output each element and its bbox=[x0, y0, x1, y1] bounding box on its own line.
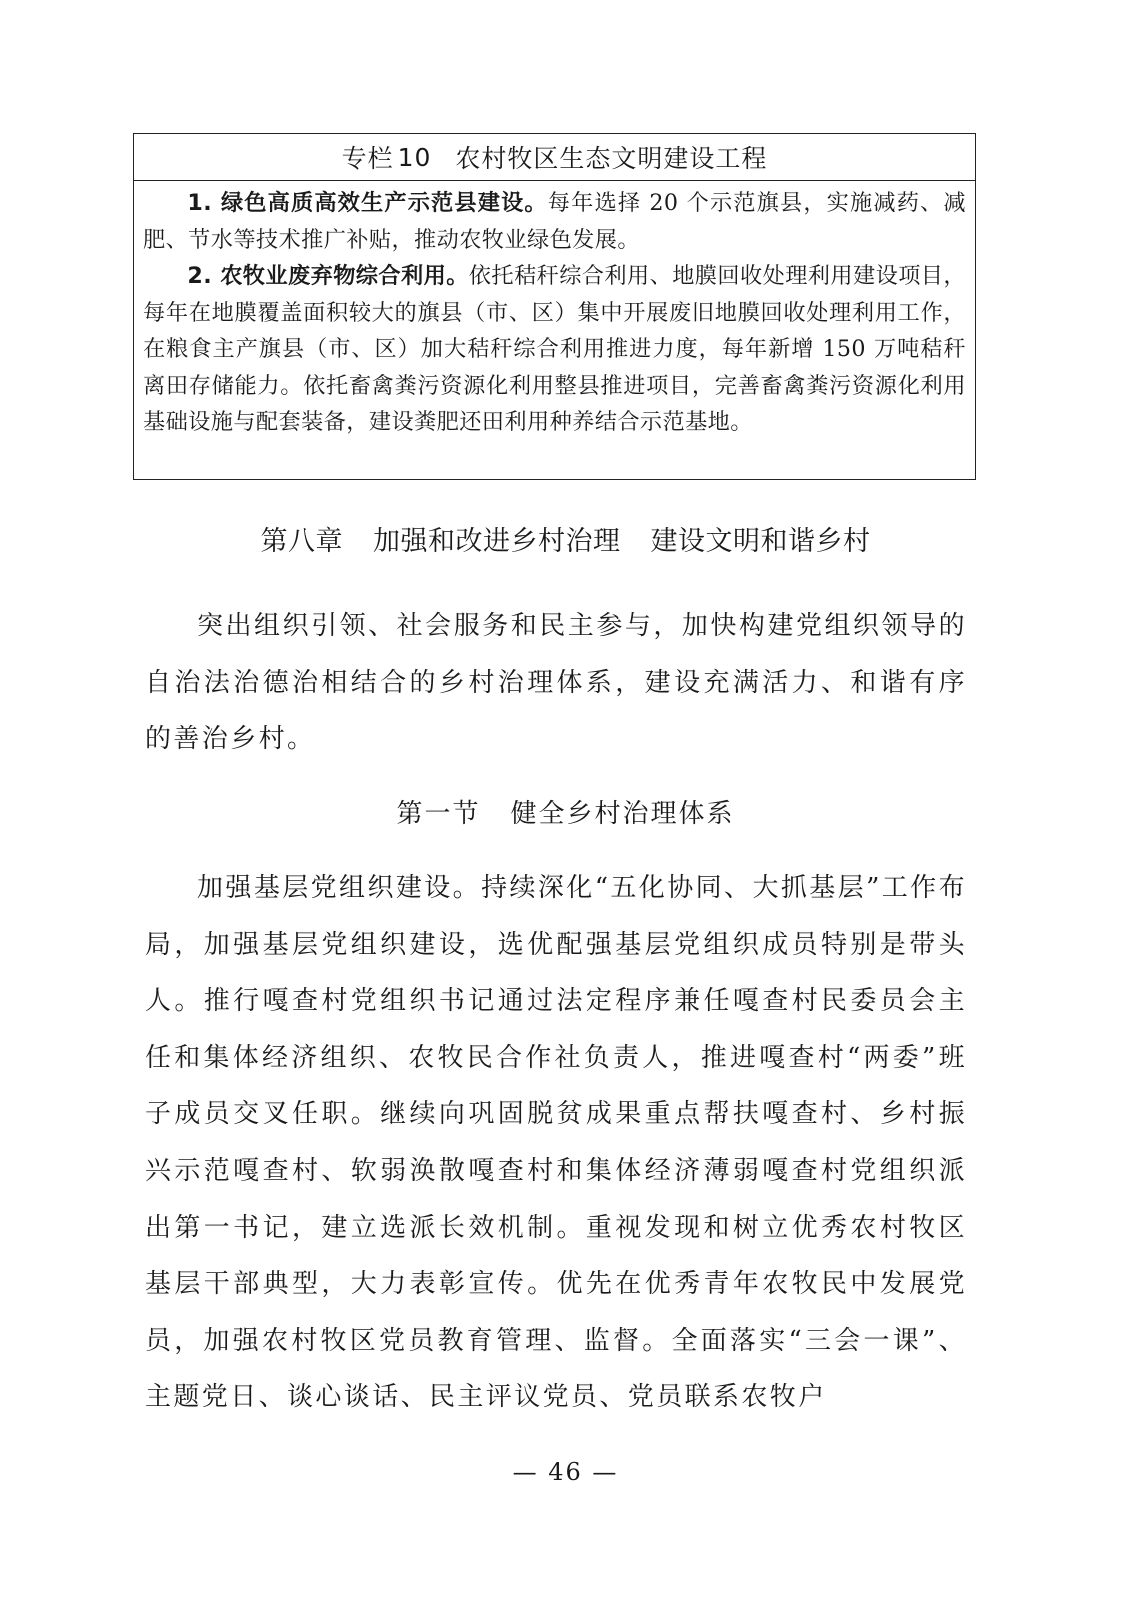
column-item-1 bbox=[143, 185, 966, 258]
section-title: 健全乡村治理体系 bbox=[510, 799, 735, 829]
column-title bbox=[134, 134, 975, 181]
column-heading: 农村牧区生态文明建设工程 bbox=[455, 144, 768, 173]
column-number: 10 bbox=[397, 142, 432, 172]
column-label: 专栏 bbox=[341, 144, 394, 173]
section-body-lead: 加强基层党组织建设。 bbox=[197, 873, 482, 903]
column-item-1-text: 每年选择 20 个示范旗县，实施减药、减肥、节水等技术推广补贴，推动农牧业绿色发展。 bbox=[143, 190, 966, 253]
chapter-intro-paragraph: 突出组织引领、社会服务和民主参与，加快构建党组织领导的自治法治德治相结合的乡村治理体系，建设充满活力、和谐有序的善治乡村。 bbox=[145, 611, 967, 755]
chapter-number: 第八章 bbox=[260, 526, 343, 557]
column-item-2 bbox=[143, 258, 966, 441]
column-item-2-text: 依托秸秆综合利用、地膜回收处理利用建设项目，每年在地膜覆盖面积较大的旗县（市、区）集中开展废旧地膜回收处理利用工作，在粮食主产旗县（市、区）加大秸秆综合利用推进力度，每年新增 150 万吨秸秆离田存储能力。依托畜禽粪污资源化利用整县推进项目，完善畜禽粪污资源化利用基础设施与配套装备，建设粪肥还田利用种养结合示范基地。 bbox=[143, 263, 966, 435]
section-number: 第一节 bbox=[396, 799, 481, 829]
column-item-1-lead: 1. 绿色高质高效生产示范县建设。 bbox=[187, 190, 548, 216]
section-heading bbox=[0, 793, 1131, 830]
column-item-2-lead: 2. 农牧业废弃物综合利用。 bbox=[187, 263, 469, 289]
chapter-heading bbox=[0, 519, 1131, 558]
section-body-paragraph bbox=[145, 860, 967, 1426]
section-body-text: 持续深化“五化协同、大抓基层”工作布局，加强基层党组织建设，选优配强基层党组织成员特别是带头人。推行嘎查村党组织书记通过法定程序兼任嘎查村民委员会主任和集体经济组织、农牧民合作社负责人，推进嘎查村“两委”班子成员交叉任职。继续向巩固脱贫成果重点帮扶嘎查村、乡村振兴示范嘎查村、软弱涣散嘎查村和集体经济薄弱嘎查村党组织派出第一书记，建立选派长效机制。重视发现和树立优秀农村牧区基层干部典型，大力表彰宣传。优先在优秀青年农牧民中发展党员，加强农村牧区党员教育管理、监督。全面落实“三会一课”、主题党日、谈心谈话、民主评议党员、党员联系农牧户 bbox=[145, 873, 967, 1413]
chapter-title-part2: 建设文明和谐乡村 bbox=[650, 526, 871, 557]
chapter-title-part1: 加强和改进乡村治理 bbox=[373, 526, 621, 557]
feature-column-box bbox=[133, 133, 976, 480]
column-body bbox=[134, 181, 975, 441]
page-number: — 46 — bbox=[512, 1458, 619, 1486]
